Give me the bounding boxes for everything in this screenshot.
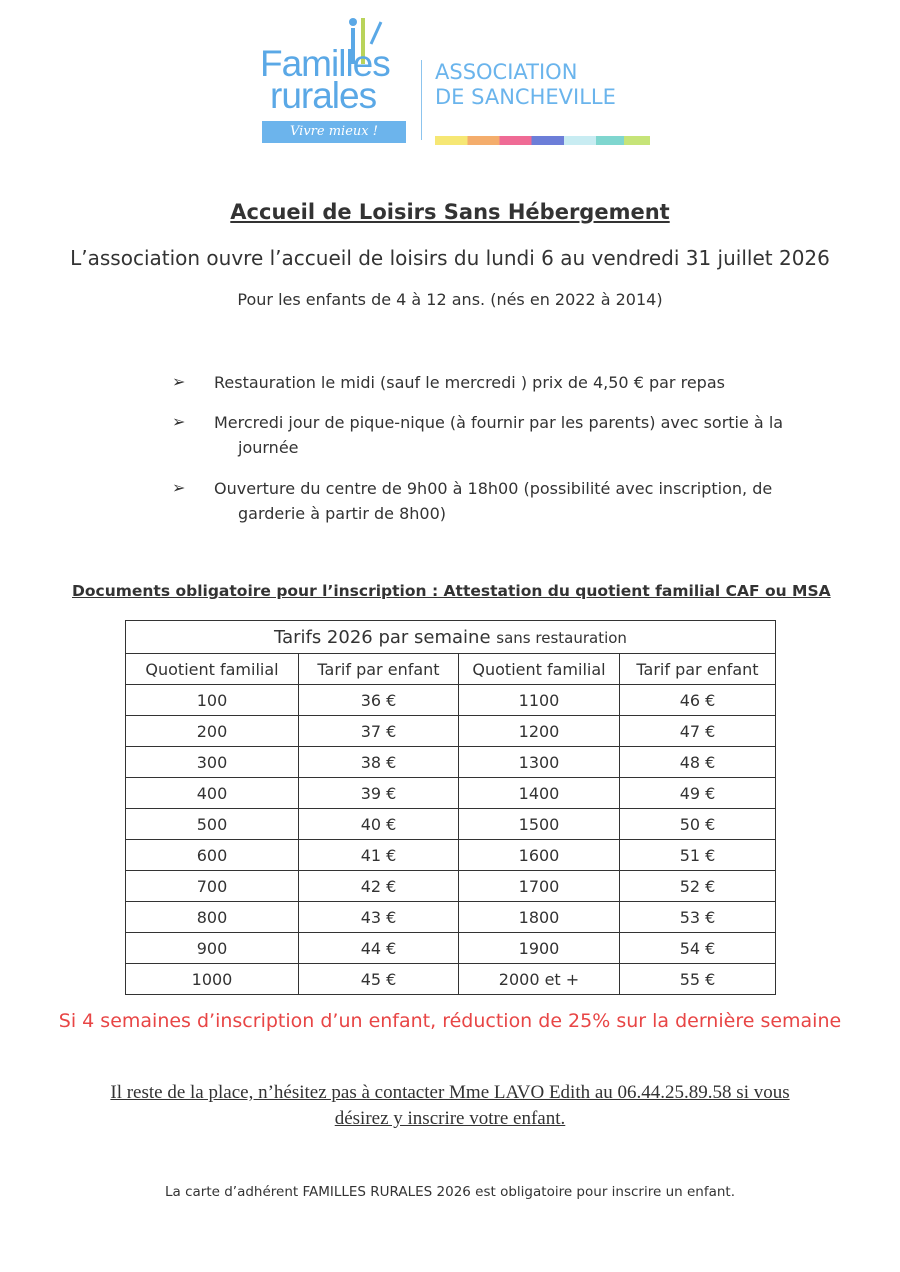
logo-wordmark: Familles rurales <box>260 43 390 116</box>
table-cell: 1000 <box>126 964 299 995</box>
table-cell: 42 € <box>299 871 459 902</box>
dates-text: L’association ouvre l’accueil de loisirs du lundi 6 au vendredi 31 juillet 2026 <box>70 246 830 270</box>
table-header-row <box>126 654 776 685</box>
table-cell: 1700 <box>459 871 620 902</box>
table-cell: 50 € <box>620 809 776 840</box>
column-header: Quotient familial <box>459 654 620 685</box>
table-row <box>126 933 776 964</box>
discount-notice: Si 4 semaines d’inscription d’un enfant, réduction de 25% sur la dernière semaine <box>58 1010 842 1032</box>
table-cell: 36 € <box>299 685 459 716</box>
table-row <box>126 902 776 933</box>
table-cell: 54 € <box>620 933 776 964</box>
table-row <box>126 716 776 747</box>
table-cell: 51 € <box>620 840 776 871</box>
arrow-bullet-icon: ➢ <box>172 412 186 431</box>
table-cell: 1800 <box>459 902 620 933</box>
table-cell: 49 € <box>620 778 776 809</box>
table-cell: 37 € <box>299 716 459 747</box>
table-cell: 100 <box>126 685 299 716</box>
table-row <box>126 685 776 716</box>
table-cell: 55 € <box>620 964 776 995</box>
tariff-table <box>125 620 776 995</box>
table-caption: Tarifs 2026 par semaine sans restauration <box>126 621 776 654</box>
table-row <box>126 809 776 840</box>
table-cell: 600 <box>126 840 299 871</box>
table-cell: 1600 <box>459 840 620 871</box>
table-row <box>126 964 776 995</box>
table-cell: 1100 <box>459 685 620 716</box>
required-documents: Documents obligatoire pour l’inscription : Attestation du quotient familial CAF ou MSA <box>72 582 831 600</box>
table-cell: 500 <box>126 809 299 840</box>
arrow-bullet-icon: ➢ <box>172 478 186 497</box>
table-cell: 48 € <box>620 747 776 778</box>
table-cell: 41 € <box>299 840 459 871</box>
column-header: Tarif par enfant <box>620 654 776 685</box>
list-item: Restauration le midi (sauf le mercredi ) prix de 4,50 € par repas <box>214 373 725 392</box>
arrow-bullet-icon: ➢ <box>172 372 186 391</box>
table-cell: 38 € <box>299 747 459 778</box>
table-cell: 800 <box>126 902 299 933</box>
table-cell: 2000 et + <box>459 964 620 995</box>
table-cell: 1500 <box>459 809 620 840</box>
table-cell: 1200 <box>459 716 620 747</box>
table-cell: 45 € <box>299 964 459 995</box>
table-cell: 900 <box>126 933 299 964</box>
table-cell: 47 € <box>620 716 776 747</box>
table-cell: 40 € <box>299 809 459 840</box>
table-row <box>126 778 776 809</box>
table-cell: 43 € <box>299 902 459 933</box>
ages-text: Pour les enfants de 4 à 12 ans. (nés en 2022 à 2014) <box>237 290 663 309</box>
list-item: Ouverture du centre de 9h00 à 18h00 (possibilité avec inscription, de garderie à partir de 8h00) <box>214 479 773 523</box>
table-row <box>126 747 776 778</box>
membership-notice: La carte d’adhérent FAMILLES RURALES 2026 est obligatoire pour inscrire un enfant. <box>164 1184 736 1200</box>
list-item: Mercredi jour de pique-nique (à fournir par les parents) avec sortie à la journée <box>214 413 784 457</box>
logo-tagline: Vivre mieux ! <box>262 121 406 143</box>
table-row <box>126 871 776 902</box>
column-header: Tarif par enfant <box>299 654 459 685</box>
table-cell: 44 € <box>299 933 459 964</box>
table-cell: 39 € <box>299 778 459 809</box>
table-cell: 1300 <box>459 747 620 778</box>
table-cell: 700 <box>126 871 299 902</box>
page-title: Accueil de Loisirs Sans Hébergement <box>230 200 670 224</box>
contact-notice: Il reste de la place, n’hésitez pas à contacter Mme LAVO Edith au 06.44.25.89.58 si vous désirez y inscrire votre enfant. <box>110 1082 790 1129</box>
association-name: ASSOCIATION DE SANCHEVILLE <box>435 60 616 109</box>
table-cell: 46 € <box>620 685 776 716</box>
color-stripe <box>435 136 650 145</box>
table-cell: 1900 <box>459 933 620 964</box>
table-cell: 300 <box>126 747 299 778</box>
column-header: Quotient familial <box>126 654 299 685</box>
table-cell: 52 € <box>620 871 776 902</box>
table-cell: 400 <box>126 778 299 809</box>
table-cell: 1400 <box>459 778 620 809</box>
table-cell: 53 € <box>620 902 776 933</box>
table-cell: 200 <box>126 716 299 747</box>
table-row <box>126 840 776 871</box>
logo-divider <box>421 60 422 140</box>
